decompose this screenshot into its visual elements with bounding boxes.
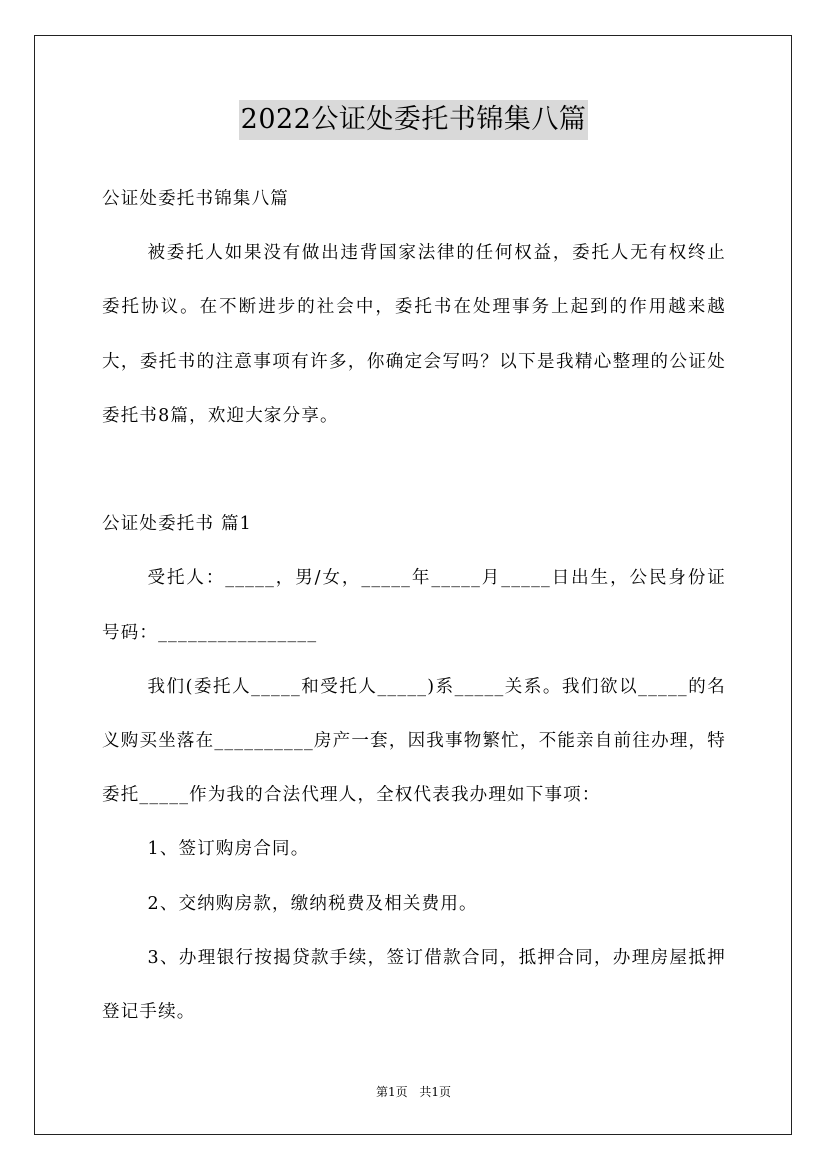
list-item: 3、办理银行按揭贷款手续，签订借款合同，抵押合同，办理房屋抵押登记手续。 (102, 947, 726, 1023)
list-item: 1、签订购房合同。 (147, 839, 310, 860)
relationship-paragraph: 我们(委托人_____和受托人_____)系_____关系。我们欲以_____的名义购买坐落在__________房产一套，因我事物繁忙，不能亲自前往办理，特委托_____作为我的合法代理人，全权代表我办理如下事项： (102, 676, 726, 806)
page-footer (0, 1082, 827, 1102)
document-title: 2022公证处委托书锦集八篇 (239, 100, 589, 140)
subtitle-paragraph: 公证处委托书锦集八篇 (102, 189, 289, 209)
document-body (102, 172, 726, 1039)
trustee-paragraph: 受托人：_____，男/女，_____年_____月_____日出生，公民身份证号码：________________ (102, 568, 726, 643)
page-total: 共1页 (419, 1085, 452, 1099)
list-item: 2、交纳购房款，缴纳税费及相关费用。 (147, 893, 478, 914)
section-spacer (102, 443, 726, 497)
page-number: 第1页 (375, 1085, 408, 1099)
intro-paragraph: 被委托人如果没有做出违背国家法律的任何权益，委托人无有权终止委托协议。在不断进步的社会中，委托书在处理事务上起到的作用越来越大，委托书的注意事项有许多，你确定会写吗？以下是我精心整理的公证处委托书8篇，欢迎大家分享。 (102, 243, 726, 426)
title-container (0, 100, 827, 140)
section-heading: 公证处委托书 篇1 (102, 514, 252, 535)
